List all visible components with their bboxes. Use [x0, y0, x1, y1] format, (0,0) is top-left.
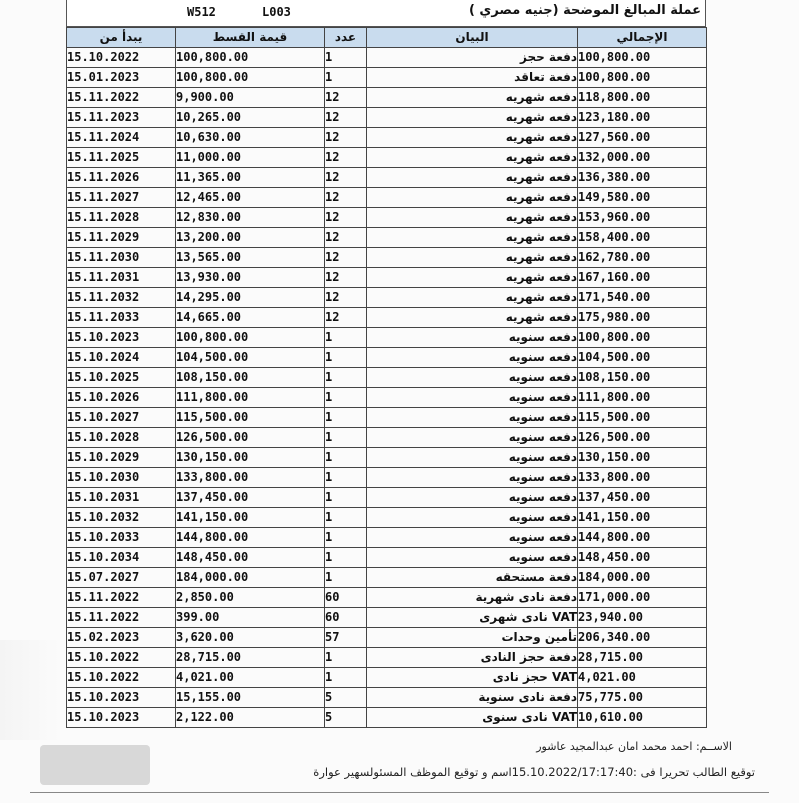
installment-amount-cell: 12,465.00 [176, 188, 325, 208]
description-cell: دفعه شهريه [367, 188, 578, 208]
total-cell: 100,800.00 [578, 328, 707, 348]
installment-amount-cell: 10,265.00 [176, 108, 325, 128]
installment-amount-cell: 133,800.00 [176, 468, 325, 488]
start-date-cell: 15.11.2023 [67, 108, 176, 128]
table-row [67, 388, 707, 408]
start-date-cell: 15.10.2023 [67, 688, 176, 708]
description-cell: دفعه سنويه [367, 388, 578, 408]
table-row [67, 688, 707, 708]
redacted-area [40, 745, 150, 785]
table-row [67, 308, 707, 328]
start-date-cell: 15.11.2022 [67, 588, 176, 608]
plan-code: L003 [262, 5, 291, 19]
total-cell: 126,500.00 [578, 428, 707, 448]
table-row [67, 268, 707, 288]
count-cell: 12 [325, 288, 367, 308]
start-date-cell: 15.10.2028 [67, 428, 176, 448]
description-cell: دفعة حجز النادى [367, 648, 578, 668]
count-cell: 5 [325, 688, 367, 708]
total-cell: 4,021.00 [578, 668, 707, 688]
table-row [67, 528, 707, 548]
description-cell: دفعه سنويه [367, 348, 578, 368]
total-cell: 123,180.00 [578, 108, 707, 128]
description-cell: دفعه سنويه [367, 368, 578, 388]
installment-amount-cell: 11,000.00 [176, 148, 325, 168]
installment-amount-cell: 13,930.00 [176, 268, 325, 288]
start-date-cell: 15.11.2033 [67, 308, 176, 328]
description-cell: دفعه سنويه [367, 448, 578, 468]
student-name-line: الاســم: احمد محمد امان عبدالمجيد عاشور [536, 740, 732, 753]
start-date-cell: 15.01.2023 [67, 68, 176, 88]
installment-amount-cell: 108,150.00 [176, 368, 325, 388]
start-date-cell: 15.10.2022 [67, 668, 176, 688]
scan-shadow [0, 640, 60, 740]
total-cell: 171,540.00 [578, 288, 707, 308]
installment-amount-cell: 184,000.00 [176, 568, 325, 588]
column-header-start: يبدأ من [67, 28, 176, 48]
description-cell: دفعه شهريه [367, 288, 578, 308]
table-row [67, 408, 707, 428]
bottom-divider [30, 792, 769, 793]
start-date-cell: 15.10.2023 [67, 328, 176, 348]
table-row [67, 228, 707, 248]
table-row [67, 468, 707, 488]
count-cell: 1 [325, 68, 367, 88]
table-row [67, 88, 707, 108]
currency-header-box [66, 0, 706, 27]
count-cell: 12 [325, 168, 367, 188]
description-cell: دفعه سنويه [367, 488, 578, 508]
count-cell: 12 [325, 268, 367, 288]
description-cell: دفعة مستحقه [367, 568, 578, 588]
installment-amount-cell: 141,150.00 [176, 508, 325, 528]
start-date-cell: 15.11.2022 [67, 608, 176, 628]
total-cell: 167,160.00 [578, 268, 707, 288]
total-cell: 108,150.00 [578, 368, 707, 388]
table-row [67, 628, 707, 648]
description-cell: دفعة حجز [367, 48, 578, 68]
table-row [67, 448, 707, 468]
installment-amount-cell: 11,365.00 [176, 168, 325, 188]
start-date-cell: 15.10.2032 [67, 508, 176, 528]
total-cell: 118,800.00 [578, 88, 707, 108]
installment-amount-cell: 13,200.00 [176, 228, 325, 248]
count-cell: 1 [325, 668, 367, 688]
count-cell: 12 [325, 188, 367, 208]
description-cell: دفعه سنويه [367, 328, 578, 348]
description-cell: دفعه سنويه [367, 428, 578, 448]
start-date-cell: 15.11.2025 [67, 148, 176, 168]
total-cell: 206,340.00 [578, 628, 707, 648]
installment-amount-cell: 399.00 [176, 608, 325, 628]
description-cell: دفعه شهريه [367, 308, 578, 328]
description-cell: VAT نادى شهرى [367, 608, 578, 628]
table-row [67, 68, 707, 88]
start-date-cell: 15.11.2031 [67, 268, 176, 288]
installment-amount-cell: 100,800.00 [176, 68, 325, 88]
count-cell: 5 [325, 708, 367, 728]
total-cell: 148,450.00 [578, 548, 707, 568]
start-date-cell: 15.11.2022 [67, 88, 176, 108]
installment-amount-cell: 104,500.00 [176, 348, 325, 368]
installment-amount-cell: 115,500.00 [176, 408, 325, 428]
total-cell: 158,400.00 [578, 228, 707, 248]
signature-line: توقيع الطالب تحريرا فى :15.10.2022/17:17:40اسم و توقيع الموظف المسئولسهير عوارة [313, 765, 755, 779]
start-date-cell: 15.11.2030 [67, 248, 176, 268]
start-date-cell: 15.10.2024 [67, 348, 176, 368]
start-date-cell: 15.10.2026 [67, 388, 176, 408]
count-cell: 12 [325, 308, 367, 328]
table-row [67, 708, 707, 728]
installment-amount-cell: 9,900.00 [176, 88, 325, 108]
description-cell: دفعه شهريه [367, 268, 578, 288]
count-cell: 1 [325, 488, 367, 508]
total-cell: 162,780.00 [578, 248, 707, 268]
description-cell: دفعه شهريه [367, 248, 578, 268]
installment-amount-cell: 14,295.00 [176, 288, 325, 308]
count-cell: 12 [325, 128, 367, 148]
count-cell: 1 [325, 328, 367, 348]
installment-amount-cell: 137,450.00 [176, 488, 325, 508]
total-cell: 144,800.00 [578, 528, 707, 548]
start-date-cell: 15.02.2023 [67, 628, 176, 648]
total-cell: 115,500.00 [578, 408, 707, 428]
installment-amount-cell: 2,122.00 [176, 708, 325, 728]
start-date-cell: 15.11.2032 [67, 288, 176, 308]
count-cell: 1 [325, 528, 367, 548]
total-cell: 141,150.00 [578, 508, 707, 528]
table-row [67, 288, 707, 308]
total-cell: 75,775.00 [578, 688, 707, 708]
installment-amount-cell: 13,565.00 [176, 248, 325, 268]
installment-amount-cell: 148,450.00 [176, 548, 325, 568]
total-cell: 127,560.00 [578, 128, 707, 148]
total-cell: 184,000.00 [578, 568, 707, 588]
description-cell: دفعه سنويه [367, 508, 578, 528]
count-cell: 12 [325, 108, 367, 128]
table-row [67, 188, 707, 208]
table-row [67, 548, 707, 568]
count-cell: 1 [325, 448, 367, 468]
total-cell: 23,940.00 [578, 608, 707, 628]
table-row [67, 368, 707, 388]
description-cell: VAT نادى سنوى [367, 708, 578, 728]
start-date-cell: 15.10.2022 [67, 648, 176, 668]
start-date-cell: 15.10.2029 [67, 448, 176, 468]
count-cell: 1 [325, 468, 367, 488]
description-cell: VAT حجز نادى [367, 668, 578, 688]
description-cell: دفعه شهريه [367, 128, 578, 148]
total-cell: 100,800.00 [578, 48, 707, 68]
description-cell: دفعه سنويه [367, 468, 578, 488]
description-cell: دفعة نادى سنوية [367, 688, 578, 708]
count-cell: 1 [325, 348, 367, 368]
description-cell: دفعه سنويه [367, 408, 578, 428]
table-row [67, 328, 707, 348]
description-cell: دفعة نادى شهرية [367, 588, 578, 608]
table-row [67, 488, 707, 508]
total-cell: 133,800.00 [578, 468, 707, 488]
total-cell: 28,715.00 [578, 648, 707, 668]
installment-amount-cell: 111,800.00 [176, 388, 325, 408]
payment-schedule-table [66, 27, 707, 728]
description-cell: تأمين وحدات [367, 628, 578, 648]
count-cell: 1 [325, 48, 367, 68]
description-cell: دفعه شهريه [367, 88, 578, 108]
start-date-cell: 15.10.2033 [67, 528, 176, 548]
column-header-description: البيان [367, 28, 578, 48]
count-cell: 12 [325, 148, 367, 168]
start-date-cell: 15.10.2022 [67, 48, 176, 68]
installment-amount-cell: 14,665.00 [176, 308, 325, 328]
count-cell: 1 [325, 368, 367, 388]
description-cell: دفعه شهريه [367, 108, 578, 128]
installment-amount-cell: 3,620.00 [176, 628, 325, 648]
count-cell: 12 [325, 228, 367, 248]
count-cell: 1 [325, 508, 367, 528]
installment-amount-cell: 4,021.00 [176, 668, 325, 688]
description-cell: دفعه شهريه [367, 228, 578, 248]
start-date-cell: 15.11.2024 [67, 128, 176, 148]
count-cell: 12 [325, 248, 367, 268]
column-header-installment: قيمة القسط [176, 28, 325, 48]
count-cell: 1 [325, 428, 367, 448]
unit-code: W512 [187, 5, 216, 19]
description-cell: دفعة تعاقد [367, 68, 578, 88]
description-cell: دفعه سنويه [367, 528, 578, 548]
total-cell: 136,380.00 [578, 168, 707, 188]
total-cell: 130,150.00 [578, 448, 707, 468]
total-cell: 104,500.00 [578, 348, 707, 368]
table-row [67, 148, 707, 168]
start-date-cell: 15.10.2025 [67, 368, 176, 388]
installment-amount-cell: 130,150.00 [176, 448, 325, 468]
start-date-cell: 15.11.2028 [67, 208, 176, 228]
count-cell: 12 [325, 208, 367, 228]
table-row [67, 668, 707, 688]
description-cell: دفعه سنويه [367, 548, 578, 568]
description-cell: دفعه شهريه [367, 208, 578, 228]
start-date-cell: 15.10.2027 [67, 408, 176, 428]
count-cell: 1 [325, 648, 367, 668]
table-body [67, 48, 707, 728]
table-row [67, 508, 707, 528]
count-cell: 1 [325, 408, 367, 428]
table-row [67, 128, 707, 148]
start-date-cell: 15.07.2027 [67, 568, 176, 588]
installment-amount-cell: 28,715.00 [176, 648, 325, 668]
table-row [67, 428, 707, 448]
table-row [67, 648, 707, 668]
count-cell: 57 [325, 628, 367, 648]
column-header-count: عدد [325, 28, 367, 48]
table-row [67, 108, 707, 128]
count-cell: 60 [325, 588, 367, 608]
table-row [67, 168, 707, 188]
start-date-cell: 15.10.2023 [67, 708, 176, 728]
start-date-cell: 15.11.2026 [67, 168, 176, 188]
table-row [67, 588, 707, 608]
start-date-cell: 15.11.2029 [67, 228, 176, 248]
total-cell: 100,800.00 [578, 68, 707, 88]
table-row [67, 248, 707, 268]
table-row [67, 568, 707, 588]
installment-amount-cell: 10,630.00 [176, 128, 325, 148]
start-date-cell: 15.11.2027 [67, 188, 176, 208]
table-header-row [67, 28, 707, 48]
total-cell: 171,000.00 [578, 588, 707, 608]
column-header-total: الإجمالي [578, 28, 707, 48]
start-date-cell: 15.10.2031 [67, 488, 176, 508]
total-cell: 137,450.00 [578, 488, 707, 508]
installment-amount-cell: 100,800.00 [176, 48, 325, 68]
total-cell: 153,960.00 [578, 208, 707, 228]
table-row [67, 48, 707, 68]
count-cell: 1 [325, 548, 367, 568]
start-date-cell: 15.10.2030 [67, 468, 176, 488]
total-cell: 111,800.00 [578, 388, 707, 408]
total-cell: 175,980.00 [578, 308, 707, 328]
table-row [67, 608, 707, 628]
currency-title: عملة المبالغ الموضحة (جنيه مصري ) [468, 3, 701, 18]
description-cell: دفعه شهريه [367, 168, 578, 188]
total-cell: 10,610.00 [578, 708, 707, 728]
count-cell: 12 [325, 88, 367, 108]
total-cell: 149,580.00 [578, 188, 707, 208]
installment-amount-cell: 100,800.00 [176, 328, 325, 348]
installment-amount-cell: 12,830.00 [176, 208, 325, 228]
total-cell: 132,000.00 [578, 148, 707, 168]
table-row [67, 348, 707, 368]
start-date-cell: 15.10.2034 [67, 548, 176, 568]
description-cell: دفعه شهريه [367, 148, 578, 168]
count-cell: 1 [325, 388, 367, 408]
table-row [67, 208, 707, 228]
installment-amount-cell: 126,500.00 [176, 428, 325, 448]
installment-amount-cell: 15,155.00 [176, 688, 325, 708]
count-cell: 60 [325, 608, 367, 628]
count-cell: 1 [325, 568, 367, 588]
installment-amount-cell: 2,850.00 [176, 588, 325, 608]
installment-amount-cell: 144,800.00 [176, 528, 325, 548]
